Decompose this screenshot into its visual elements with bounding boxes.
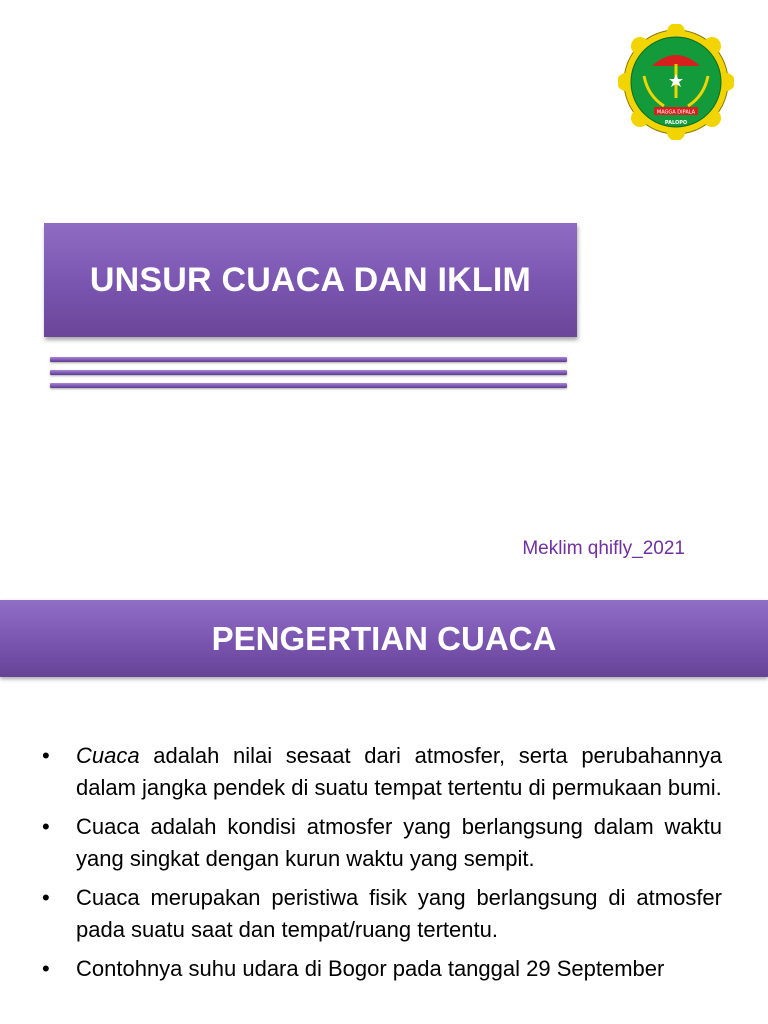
bullet-icon: • — [42, 956, 50, 981]
title-box — [44, 223, 577, 337]
content-slide — [0, 598, 768, 1024]
bullet-lead-term: Cuaca — [76, 743, 140, 768]
decorative-rule — [50, 383, 567, 388]
list-item — [42, 953, 722, 985]
author-credit: Meklim qhifly_2021 — [522, 538, 685, 559]
list-item — [42, 740, 722, 804]
list-item — [42, 882, 722, 946]
palopo-emblem-logo — [618, 24, 734, 140]
decorative-rule — [50, 357, 567, 362]
emblem-bottom-text: PALOPO — [664, 120, 688, 126]
bullet-icon: • — [42, 814, 50, 839]
bullet-text: adalah nilai sesaat dari atmosfer, serta perubahannya dalam jangka pendek di suatu tempat tertentu di permukaan bumi. — [76, 743, 722, 800]
bullet-list — [42, 740, 722, 992]
bullet-icon: • — [42, 743, 50, 768]
bullet-text: Cuaca adalah kondisi atmosfer yang berlangsung dalam waktu yang singkat dengan kurun waktu yang sempit. — [76, 814, 722, 871]
bullet-icon: • — [42, 885, 50, 910]
section-title: PENGERTIAN CUACA — [211, 619, 557, 657]
section-header — [0, 600, 768, 677]
slide-title: UNSUR CUACA DAN IKLIM — [89, 260, 532, 299]
bullet-text: Cuaca merupakan peristiwa fisik yang berlangsung di atmosfer pada suatu saat dan tempat/ruang tertentu. — [76, 885, 722, 942]
decorative-rule — [50, 370, 567, 375]
bullet-text: Contohnya suhu udara di Bogor pada tanggal 29 September — [76, 956, 665, 981]
emblem-ribbon-text: MAGGA DIPALA — [656, 109, 696, 116]
list-item — [42, 811, 722, 875]
